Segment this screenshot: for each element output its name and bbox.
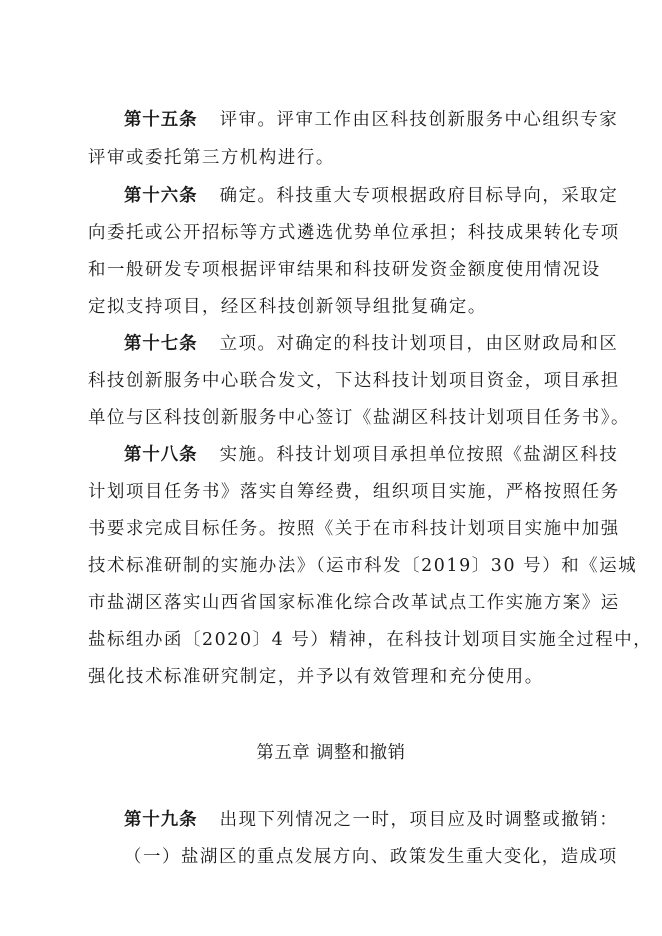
article-16-line-4: 定拟支持项目，经区科技创新领导组批复确定。 <box>88 297 487 317</box>
article-16-label: 第十六条 <box>124 186 198 206</box>
article-18-line-2: 计划项目任务书》落实自筹经费，组织项目实施，严格按照任务 <box>88 482 620 502</box>
article-17-line-3: 单位与区科技创新服务中心签订《盐湖区科技计划项目任务书》。 <box>88 408 631 428</box>
article-17-label: 第十七条 <box>124 334 198 354</box>
article-18-line-1 <box>124 443 619 467</box>
article-16-line-1 <box>124 184 619 208</box>
article-17-line-1 <box>124 332 619 356</box>
article-15-line-1 <box>124 108 619 132</box>
article-15-text-1: 评审。评审工作由区科技创新服务中心组织专家 <box>219 110 619 130</box>
article-17-line-2: 科技创新服务中心联合发文，下达科技计划项目资金，项目承担 <box>88 371 620 391</box>
article-19-line-2: （一）盐湖区的重点发展方向、政策发生重大变化，造成项 <box>124 847 618 867</box>
article-16-line-3: 和一般研发专项根据评审结果和科技研发资金额度使用情况设 <box>88 260 601 280</box>
article-18-line-4: 技术标准研制的实施办法》（运市科发〔2019〕30 号）和《运城 <box>88 556 638 576</box>
article-18-line-7: 强化技术标准研究制定，并予以有效管理和充分使用。 <box>88 667 544 687</box>
chapter-title: 第五章 调整和撤销 <box>256 743 406 763</box>
article-18-label: 第十八条 <box>124 445 198 465</box>
article-18-line-5: 市盐湖区落实山西省国家标准化综合改革试点工作实施方案》运 <box>88 593 620 613</box>
article-18-line-3: 书要求完成目标任务。按照《关于在市科技计划项目实施中加强 <box>88 519 620 539</box>
article-15-line-2: 评审或委托第三方机构进行。 <box>88 148 335 168</box>
article-19-text-1: 出现下列情况之一时，项目应及时调整或撤销： <box>219 810 619 830</box>
article-17-text-1: 立项。对确定的科技计划项目，由区财政局和区 <box>219 334 619 354</box>
article-18-text-1: 实施。科技计划项目承担单位按照《盐湖区科技 <box>219 445 619 465</box>
article-19-line-1 <box>124 808 619 832</box>
article-19-label: 第十九条 <box>124 810 198 830</box>
article-15-label: 第十五条 <box>124 110 198 130</box>
article-18-line-6: 盐标组办函〔2020〕4 号）精神，在科技计划项目实施全过程中， <box>88 630 653 650</box>
article-16-text-1: 确定。科技重大专项根据政府目标导向，采取定 <box>219 186 619 206</box>
article-16-line-2: 向委托或公开招标等方式遴选优势单位承担；科技成果转化专项 <box>88 223 620 243</box>
